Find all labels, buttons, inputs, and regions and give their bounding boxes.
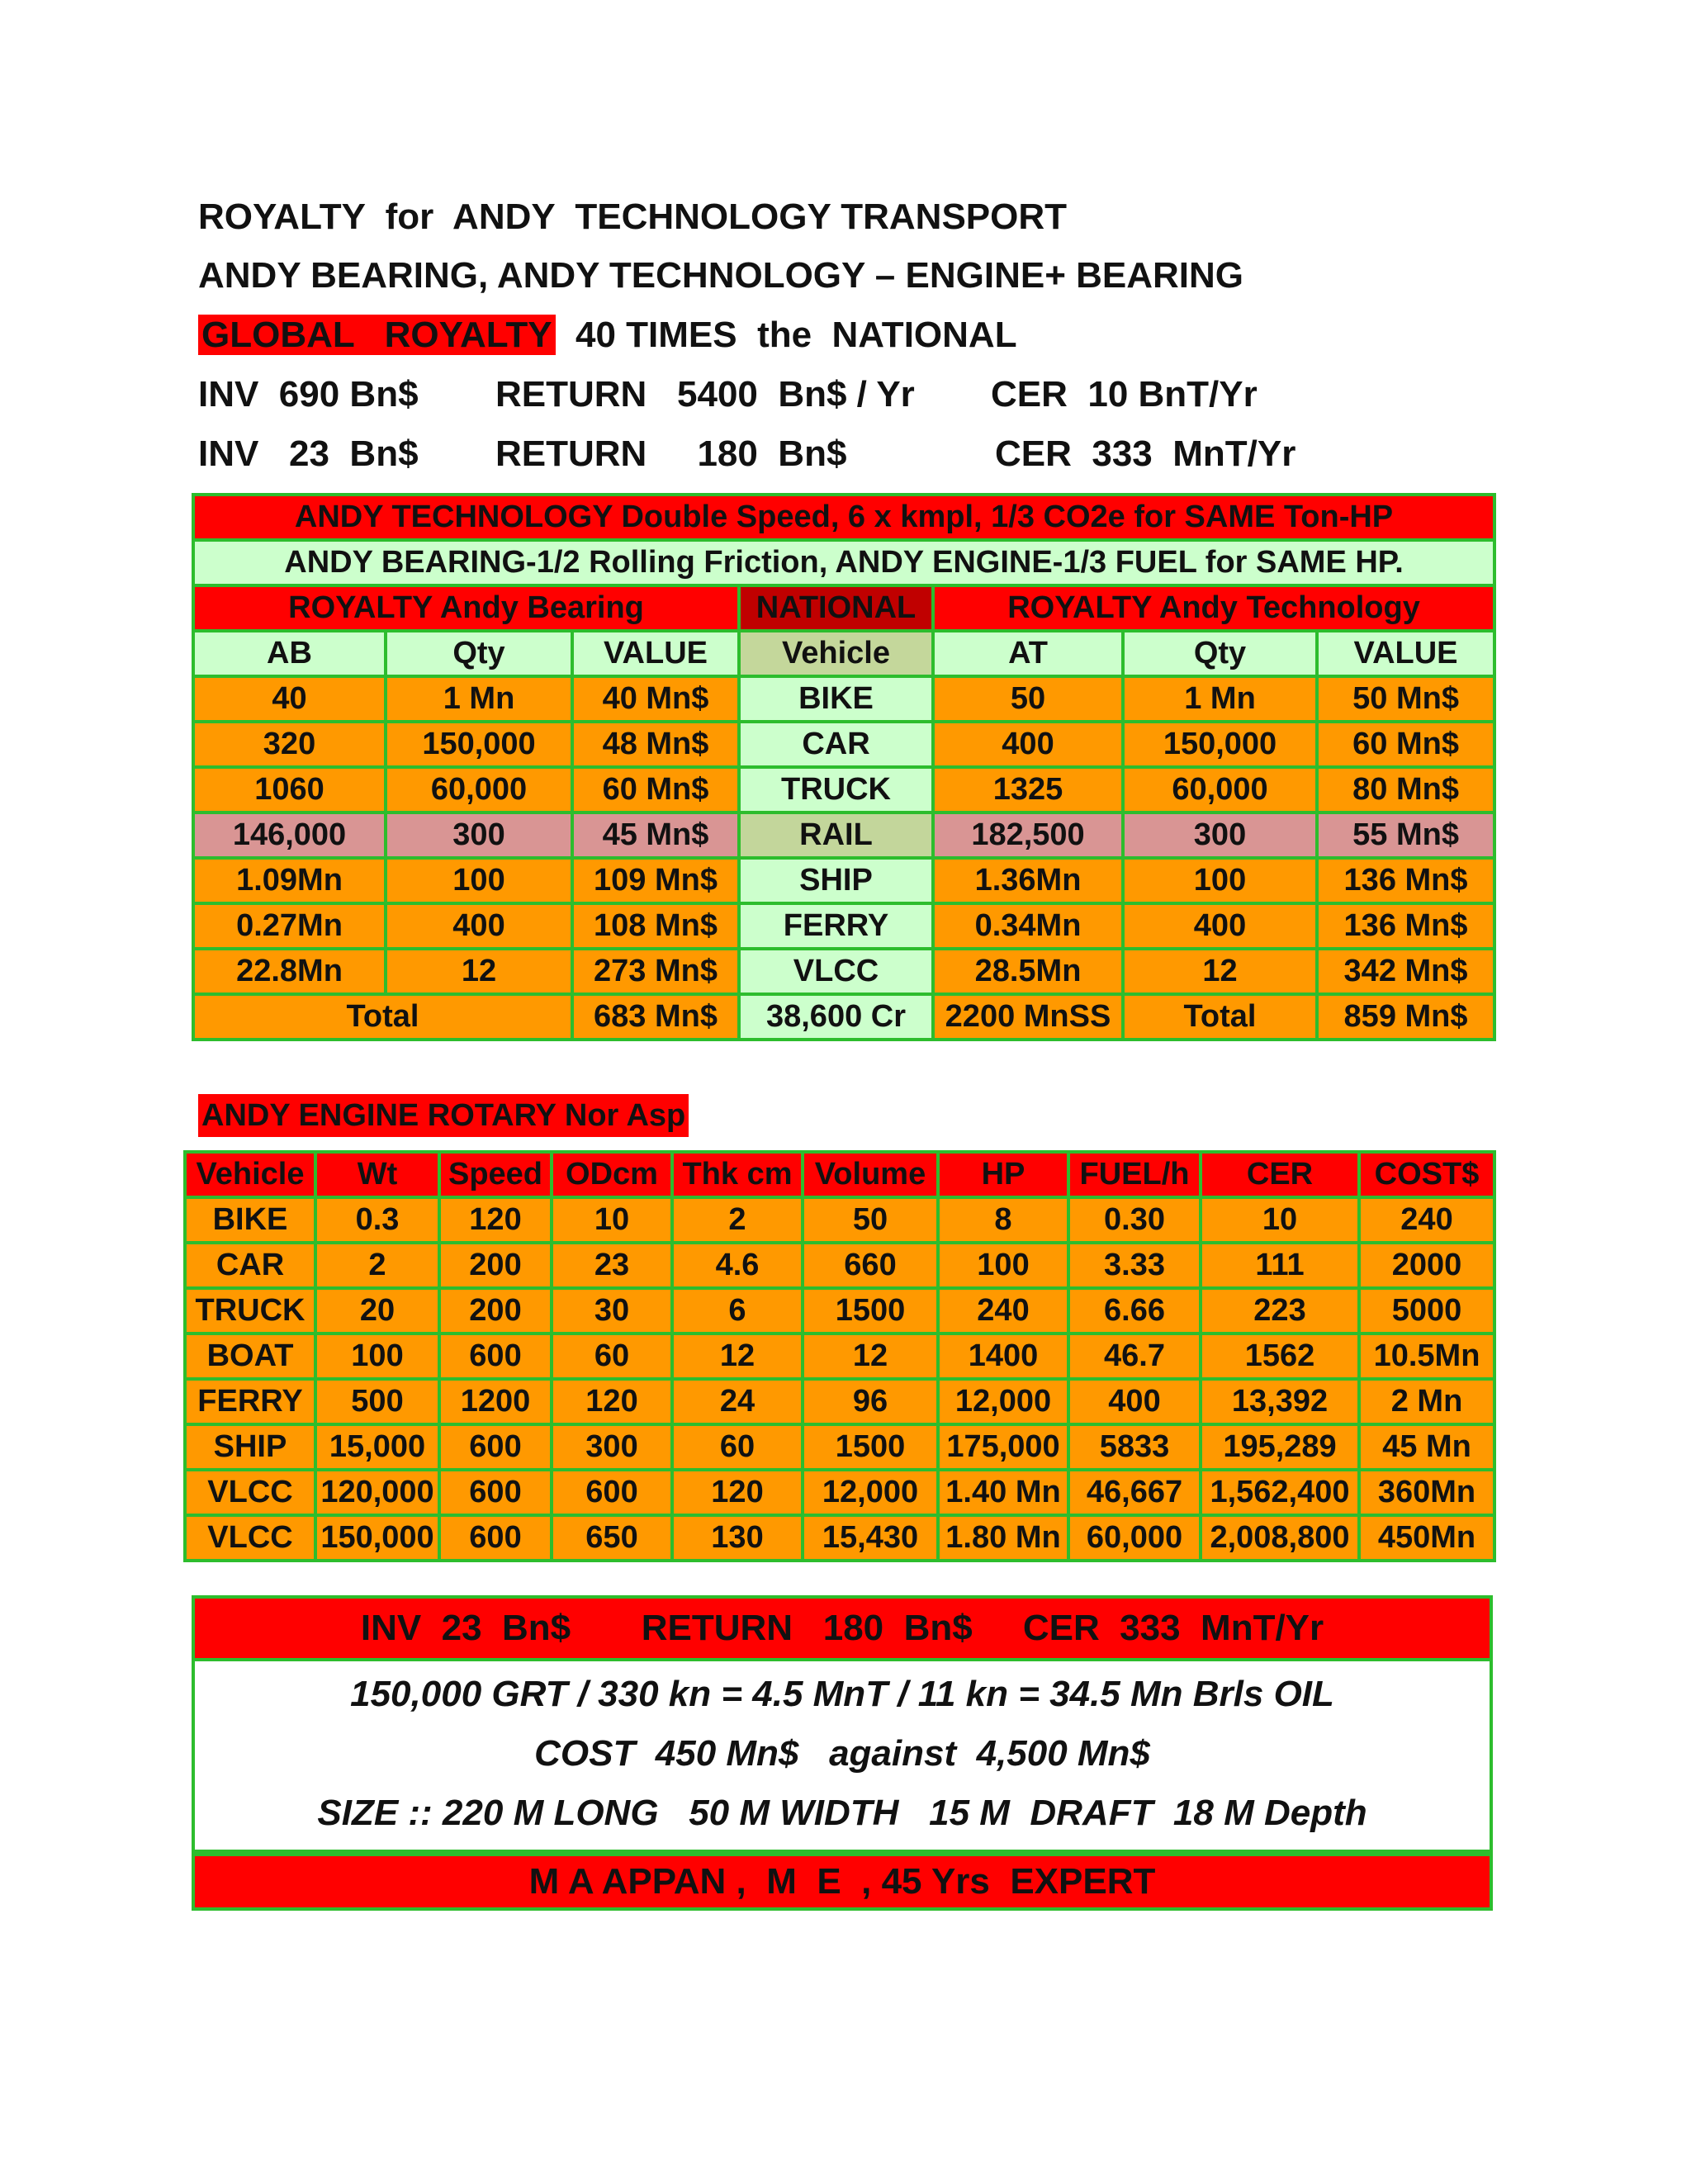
- col-header: HP: [938, 1152, 1068, 1197]
- table-cell: 0.34Mn: [933, 903, 1123, 949]
- table-row: [185, 1288, 1494, 1334]
- table-cell: 80 Mn$: [1317, 767, 1494, 812]
- table-cell: BIKE: [185, 1197, 315, 1243]
- col-header: VALUE: [572, 631, 739, 676]
- table-row: [185, 1334, 1494, 1379]
- inv-23: INV 23 Bn$: [198, 433, 419, 474]
- table-cell: SHIP: [739, 858, 933, 903]
- col-header: Wt: [315, 1152, 439, 1197]
- table-cell: BIKE: [739, 676, 933, 722]
- table-cell: 660: [803, 1243, 938, 1288]
- table-cell: 1400: [938, 1334, 1068, 1379]
- table-cell: 1.80 Mn: [938, 1515, 1068, 1561]
- table-cell: 40: [193, 676, 386, 722]
- col-header: AT: [933, 631, 1123, 676]
- table-cell: 146,000: [193, 812, 386, 858]
- table-cell: VLCC: [739, 949, 933, 994]
- global-royalty-text: 40 TIMES the NATIONAL: [555, 315, 1017, 355]
- table-cell: 175,000: [938, 1424, 1068, 1470]
- royalty-rows: [193, 676, 1494, 994]
- cer-333: CER 333 MnT/Yr: [995, 433, 1296, 474]
- table-cell: 1060: [193, 767, 386, 812]
- table-row: [185, 1470, 1494, 1515]
- table-cell: 100: [938, 1243, 1068, 1288]
- col-header: FUEL/h: [1068, 1152, 1201, 1197]
- return-5400: RETURN 5400 Bn$ / Yr: [495, 374, 915, 415]
- table-row: [193, 949, 1494, 994]
- table-cell: 360Mn: [1359, 1470, 1494, 1515]
- table-cell: SHIP: [185, 1424, 315, 1470]
- table-cell: 109 Mn$: [572, 858, 739, 903]
- table-cell: CAR: [739, 722, 933, 767]
- table-cell: 12: [672, 1334, 803, 1379]
- table-cell: 12: [803, 1334, 938, 1379]
- table-cell: 15,430: [803, 1515, 938, 1561]
- table-cell: 130: [672, 1515, 803, 1561]
- table-cell: 650: [552, 1515, 672, 1561]
- table-cell: 600: [439, 1334, 552, 1379]
- total-at-value: 2200 MnSS: [933, 994, 1123, 1040]
- table-cell: 55 Mn$: [1317, 812, 1494, 858]
- table-cell: 273 Mn$: [572, 949, 739, 994]
- note-line-2: COST 450 Mn$ against 4,500 Mn$: [534, 1733, 1150, 1774]
- table-cell: 15,000: [315, 1424, 439, 1470]
- table-cell: 12,000: [803, 1470, 938, 1515]
- title-line-1: ROYALTY for ANDY TECHNOLOGY TRANSPORT: [198, 197, 1068, 237]
- table-cell: 1 Mn: [386, 676, 572, 722]
- table-cell: 10: [1201, 1197, 1359, 1243]
- table-cell: 136 Mn$: [1317, 858, 1494, 903]
- table-cell: 120: [552, 1379, 672, 1424]
- table-cell: 400: [933, 722, 1123, 767]
- table-cell: 1200: [439, 1379, 552, 1424]
- col-header: Speed: [439, 1152, 552, 1197]
- col-header: VALUE: [1317, 631, 1494, 676]
- table-cell: 300: [386, 812, 572, 858]
- table-cell: 2: [315, 1243, 439, 1288]
- table-cell: TRUCK: [739, 767, 933, 812]
- table-cell: BOAT: [185, 1334, 315, 1379]
- table-cell: 8: [938, 1197, 1068, 1243]
- table-cell: 60,000: [1068, 1515, 1201, 1561]
- table-cell: 50 Mn$: [1317, 676, 1494, 722]
- table-cell: 1 Mn: [1123, 676, 1317, 722]
- table-cell: 13,392: [1201, 1379, 1359, 1424]
- table-row: [185, 1243, 1494, 1288]
- table-cell: 12,000: [938, 1379, 1068, 1424]
- table-cell: 45 Mn: [1359, 1424, 1494, 1470]
- col-header: Thk cm: [672, 1152, 803, 1197]
- table-cell: 1500: [803, 1424, 938, 1470]
- table-row: [193, 722, 1494, 767]
- summary-bar: INV 23 Bn$ RETURN 180 Bn$ CER 333 MnT/Yr: [192, 1595, 1493, 1661]
- table-cell: 1.40 Mn: [938, 1470, 1068, 1515]
- table-cell: 5000: [1359, 1288, 1494, 1334]
- table-cell: 0.27Mn: [193, 903, 386, 949]
- footer-credit: M A APPAN , M E , 45 Yrs EXPERT: [192, 1853, 1493, 1911]
- table-cell: 150,000: [386, 722, 572, 767]
- table-row: [185, 1424, 1494, 1470]
- table-cell: 4.6: [672, 1243, 803, 1288]
- table-cell: 12: [1123, 949, 1317, 994]
- table-cell: 6.66: [1068, 1288, 1201, 1334]
- table-cell: 120: [439, 1197, 552, 1243]
- table-cell: 45 Mn$: [572, 812, 739, 858]
- table-cell: 0.30: [1068, 1197, 1201, 1243]
- table-cell: 60,000: [386, 767, 572, 812]
- table-cell: 111: [1201, 1243, 1359, 1288]
- table-row: [193, 812, 1494, 858]
- table-cell: FERRY: [739, 903, 933, 949]
- engine-rows: [185, 1197, 1494, 1561]
- table-cell: 1325: [933, 767, 1123, 812]
- table-cell: 24: [672, 1379, 803, 1424]
- table-cell: 50: [803, 1197, 938, 1243]
- table-cell: 1.09Mn: [193, 858, 386, 903]
- table-cell: 22.8Mn: [193, 949, 386, 994]
- table-cell: 10: [552, 1197, 672, 1243]
- table-cell: 1.36Mn: [933, 858, 1123, 903]
- bearing-banner: ANDY BEARING-1/2 Rolling Friction, ANDY ENGINE-1/3 FUEL for SAME HP.: [193, 540, 1494, 585]
- table-cell: 100: [386, 858, 572, 903]
- return-180: RETURN 180 Bn$: [495, 433, 847, 474]
- col-header: Qty: [386, 631, 572, 676]
- note-line-3: SIZE :: 220 M LONG 50 M WIDTH 15 M DRAFT 18 M Depth: [317, 1793, 1367, 1833]
- table-cell: 1562: [1201, 1334, 1359, 1379]
- table-cell: 120: [672, 1470, 803, 1515]
- table-cell: 450Mn: [1359, 1515, 1494, 1561]
- table-row: [193, 858, 1494, 903]
- table-cell: 600: [439, 1515, 552, 1561]
- table-row: [193, 767, 1494, 812]
- title-line-3: [198, 312, 1017, 358]
- table-cell: 2: [672, 1197, 803, 1243]
- table-cell: 400: [1123, 903, 1317, 949]
- engine-table: [183, 1150, 1496, 1562]
- table-cell: 200: [439, 1243, 552, 1288]
- table-row: [193, 676, 1494, 722]
- table-cell: 60,000: [1123, 767, 1317, 812]
- table-cell: 400: [1068, 1379, 1201, 1424]
- col-header: ODcm: [552, 1152, 672, 1197]
- total-value-left: 683 Mn$: [572, 994, 739, 1040]
- table-cell: VLCC: [185, 1515, 315, 1561]
- col-header: Qty: [1123, 631, 1317, 676]
- table-cell: 500: [315, 1379, 439, 1424]
- table-cell: 0.3: [315, 1197, 439, 1243]
- table-cell: 28.5Mn: [933, 949, 1123, 994]
- table-cell: 223: [1201, 1288, 1359, 1334]
- table-cell: 50: [933, 676, 1123, 722]
- table-cell: 240: [938, 1288, 1068, 1334]
- global-royalty-highlight: GLOBAL ROYALTY: [198, 315, 556, 355]
- table-cell: 342 Mn$: [1317, 949, 1494, 994]
- table-cell: 195,289: [1201, 1424, 1359, 1470]
- table-cell: 108 Mn$: [572, 903, 739, 949]
- table-cell: 40 Mn$: [572, 676, 739, 722]
- royalty-table: [192, 493, 1496, 1041]
- table-cell: VLCC: [185, 1470, 315, 1515]
- table-cell: 96: [803, 1379, 938, 1424]
- total-national: 38,600 Cr: [739, 994, 933, 1040]
- title-line-4: [198, 372, 419, 418]
- table-cell: 5833: [1068, 1424, 1201, 1470]
- table-cell: 20: [315, 1288, 439, 1334]
- technology-banner: ANDY TECHNOLOGY Double Speed, 6 x kmpl, 1/3 CO2e for SAME Ton-HP: [193, 495, 1494, 540]
- table-cell: 1,562,400: [1201, 1470, 1359, 1515]
- total-value-right: 859 Mn$: [1317, 994, 1494, 1040]
- table-cell: 60 Mn$: [572, 767, 739, 812]
- table-cell: 46,667: [1068, 1470, 1201, 1515]
- table-cell: RAIL: [739, 812, 933, 858]
- table-cell: 240: [1359, 1197, 1494, 1243]
- table-cell: 600: [439, 1424, 552, 1470]
- table-row: [185, 1379, 1494, 1424]
- col-header: AB: [193, 631, 386, 676]
- group-national: NATIONAL: [739, 585, 933, 631]
- col-header: Volume: [803, 1152, 938, 1197]
- total-label-right: Total: [1123, 994, 1317, 1040]
- table-cell: 2,008,800: [1201, 1515, 1359, 1561]
- total-label-left: Total: [193, 994, 572, 1040]
- table-cell: 3.33: [1068, 1243, 1201, 1288]
- col-header: Vehicle: [739, 631, 933, 676]
- table-cell: 300: [1123, 812, 1317, 858]
- table-cell: 2000: [1359, 1243, 1494, 1288]
- table-cell: 400: [386, 903, 572, 949]
- table-cell: 100: [1123, 858, 1317, 903]
- table-cell: 23: [552, 1243, 672, 1288]
- table-cell: 100: [315, 1334, 439, 1379]
- table-cell: 320: [193, 722, 386, 767]
- group-andy-bearing: ROYALTY Andy Bearing: [193, 585, 739, 631]
- table-cell: 150,000: [315, 1515, 439, 1561]
- table-cell: 600: [552, 1470, 672, 1515]
- col-header: COST$: [1359, 1152, 1494, 1197]
- table-cell: 182,500: [933, 812, 1123, 858]
- table-row: [185, 1197, 1494, 1243]
- table-cell: TRUCK: [185, 1288, 315, 1334]
- table-cell: 60: [552, 1334, 672, 1379]
- col-header: Vehicle: [185, 1152, 315, 1197]
- group-andy-technology: ROYALTY Andy Technology: [933, 585, 1494, 631]
- table-cell: 136 Mn$: [1317, 903, 1494, 949]
- table-cell: 2 Mn: [1359, 1379, 1494, 1424]
- table-cell: 300: [552, 1424, 672, 1470]
- cer-10: CER 10 BnT/Yr: [991, 374, 1258, 415]
- table-cell: 60 Mn$: [1317, 722, 1494, 767]
- table-row: [185, 1515, 1494, 1561]
- table-cell: 60: [672, 1424, 803, 1470]
- table-cell: 6: [672, 1288, 803, 1334]
- engine-label: ANDY ENGINE ROTARY Nor Asp: [198, 1094, 689, 1137]
- table-cell: 30: [552, 1288, 672, 1334]
- engine-header: [185, 1152, 1494, 1197]
- table-row: [193, 903, 1494, 949]
- inv-690: INV 690 Bn$: [198, 374, 419, 415]
- header-row: [185, 1152, 1494, 1197]
- table-cell: 10.5Mn: [1359, 1334, 1494, 1379]
- table-cell: CAR: [185, 1243, 315, 1288]
- table-cell: 120,000: [315, 1470, 439, 1515]
- table-cell: 150,000: [1123, 722, 1317, 767]
- table-cell: 200: [439, 1288, 552, 1334]
- table-cell: 46.7: [1068, 1334, 1201, 1379]
- table-cell: 600: [439, 1470, 552, 1515]
- table-cell: FERRY: [185, 1379, 315, 1424]
- col-header: CER: [1201, 1152, 1359, 1197]
- note-line-1: 150,000 GRT / 330 kn = 4.5 MnT / 11 kn = 34.5 Mn Brls OIL: [350, 1674, 1334, 1714]
- table-cell: 1500: [803, 1288, 938, 1334]
- table-cell: 12: [386, 949, 572, 994]
- notes-box: [192, 1661, 1493, 1853]
- title-line-2: ANDY BEARING, ANDY TECHNOLOGY – ENGINE+ BEARING: [198, 255, 1244, 296]
- table-cell: 48 Mn$: [572, 722, 739, 767]
